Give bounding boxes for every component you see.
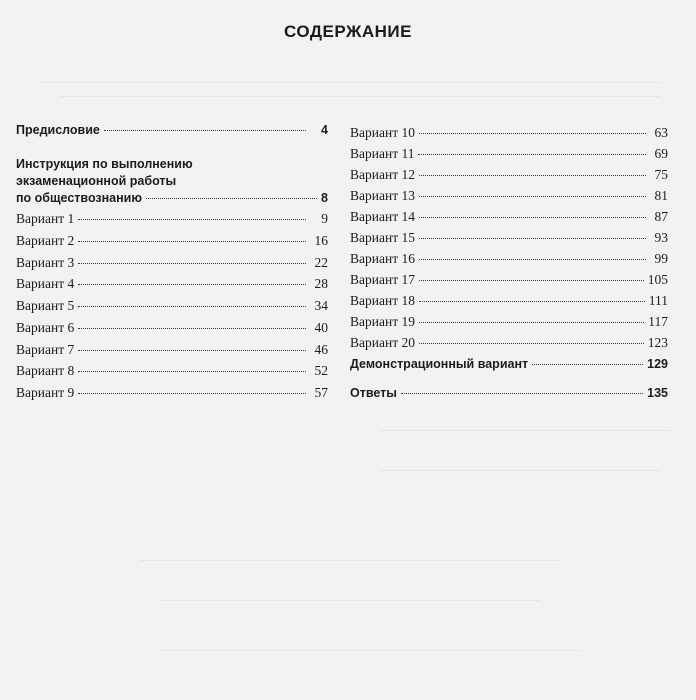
toc-entry-page: 40 [314, 320, 328, 335]
dot-leader [419, 343, 644, 344]
toc-entry-page: 129 [647, 357, 668, 371]
dot-leader [419, 259, 646, 260]
toc-entry-demo [350, 356, 668, 373]
dot-leader [78, 219, 306, 220]
dot-leader [419, 301, 645, 302]
toc-entry-page: 99 [654, 251, 668, 266]
toc-entry-variant [350, 208, 668, 225]
toc-entry-page: 63 [654, 125, 668, 140]
toc-entry-page: 9 [321, 211, 328, 226]
toc-entry-variant [350, 145, 668, 162]
toc-entry-label: Вариант 12 [350, 167, 415, 182]
toc-entry-label: Вариант 16 [350, 251, 415, 266]
toc-entry-label: Вариант 14 [350, 209, 415, 224]
toc-entry-variant [16, 341, 328, 358]
dot-leader [419, 238, 646, 239]
toc-entry-label-line: экзаменационной работы [16, 174, 177, 188]
toc-entry-page: 4 [321, 123, 328, 137]
toc-entry-label: Вариант 1 [16, 211, 75, 226]
toc-entry-page: 111 [648, 293, 668, 308]
toc-entry-page: 46 [314, 342, 328, 357]
dot-leader [78, 306, 306, 307]
toc-entry-page: 8 [321, 191, 328, 205]
toc-entry-label: Вариант 13 [350, 188, 415, 203]
toc-entry-page: 81 [654, 188, 668, 203]
toc-entry-label: Вариант 8 [16, 363, 75, 378]
toc-entry-label: Вариант 6 [16, 320, 75, 335]
toc-entry-label-line: по обществознанию [16, 191, 143, 205]
toc-entry-variant [350, 313, 668, 330]
dot-leader [78, 241, 306, 242]
toc-entry-answers [350, 385, 668, 402]
dot-leader [419, 175, 646, 176]
toc-entry-page: 16 [314, 233, 328, 248]
toc-entry-label: Вариант 4 [16, 276, 75, 291]
toc-entry-variant [16, 384, 328, 401]
toc-entry-variant [350, 124, 668, 141]
toc-entry-variant [16, 297, 328, 314]
toc-entry-label: Вариант 17 [350, 272, 415, 287]
toc-entry-label: Вариант 7 [16, 342, 75, 357]
toc-entry-variant [350, 166, 668, 183]
toc-entry-page: 105 [647, 272, 668, 287]
toc-entry-page: 87 [654, 209, 668, 224]
dot-leader [78, 350, 306, 351]
toc-entry-variant [16, 362, 328, 379]
toc-entry-instruction [16, 156, 328, 207]
dot-leader [104, 130, 306, 131]
toc-entry-label: Вариант 5 [16, 298, 75, 313]
dot-leader [419, 280, 644, 281]
toc-entry-page: 117 [648, 314, 668, 329]
toc-entry-variant [350, 292, 668, 309]
dot-leader [78, 393, 306, 394]
toc-entry-page: 28 [314, 276, 328, 291]
dot-leader [419, 133, 646, 134]
toc-entry-label: Ответы [350, 386, 397, 400]
dot-leader [419, 196, 646, 197]
toc-entry-label-line: Инструкция по выполнению [16, 157, 193, 171]
toc-entry-label: Вариант 10 [350, 125, 415, 140]
toc-entry-label: Вариант 11 [350, 146, 415, 161]
toc-entry-page: 69 [654, 146, 668, 161]
dot-leader [532, 364, 643, 365]
toc-entry-label: Предисловие [16, 123, 100, 137]
dot-leader [78, 284, 306, 285]
toc-entry-page: 75 [654, 167, 668, 182]
toc-entry-variant [350, 187, 668, 204]
dot-leader [78, 371, 306, 372]
toc-entry-label: Вариант 18 [350, 293, 415, 308]
dot-leader [146, 198, 317, 199]
toc-entry-variant [16, 232, 328, 249]
toc-entry-label: Демонстрационный вариант [350, 357, 529, 371]
toc-entry-preface [16, 122, 328, 139]
dot-leader [419, 217, 646, 218]
toc-entry-label: Вариант 9 [16, 385, 75, 400]
toc-entry-label: Вариант 2 [16, 233, 75, 248]
toc-entry-variant [350, 271, 668, 288]
toc-entry-variant [16, 210, 328, 227]
toc-entry-variant [16, 254, 328, 271]
toc-entry-variant [350, 334, 668, 351]
page-title: СОДЕРЖАНИЕ [284, 22, 412, 41]
dot-leader [419, 322, 644, 323]
toc-entry-variant [16, 275, 328, 292]
toc-entry-page: 57 [314, 385, 328, 400]
toc-entry-page: 135 [647, 386, 668, 400]
dot-leader [78, 263, 306, 264]
toc-entry-variant [350, 229, 668, 246]
dot-leader [401, 393, 643, 394]
toc-entry-label: Вариант 3 [16, 255, 75, 270]
toc-entry-page: 93 [654, 230, 668, 245]
toc-entry-label: Вариант 15 [350, 230, 415, 245]
toc-entry-label: Вариант 20 [350, 335, 415, 350]
toc-entry-page: 52 [314, 363, 328, 378]
toc-entry-page: 34 [314, 298, 328, 313]
toc-entry-label: Вариант 19 [350, 314, 415, 329]
toc-entry-variant [350, 250, 668, 267]
toc-entry-variant [16, 319, 328, 336]
dot-leader [78, 328, 306, 329]
dot-leader [418, 154, 646, 155]
toc-entry-page: 123 [647, 335, 668, 350]
toc-entry-page: 22 [314, 255, 328, 270]
